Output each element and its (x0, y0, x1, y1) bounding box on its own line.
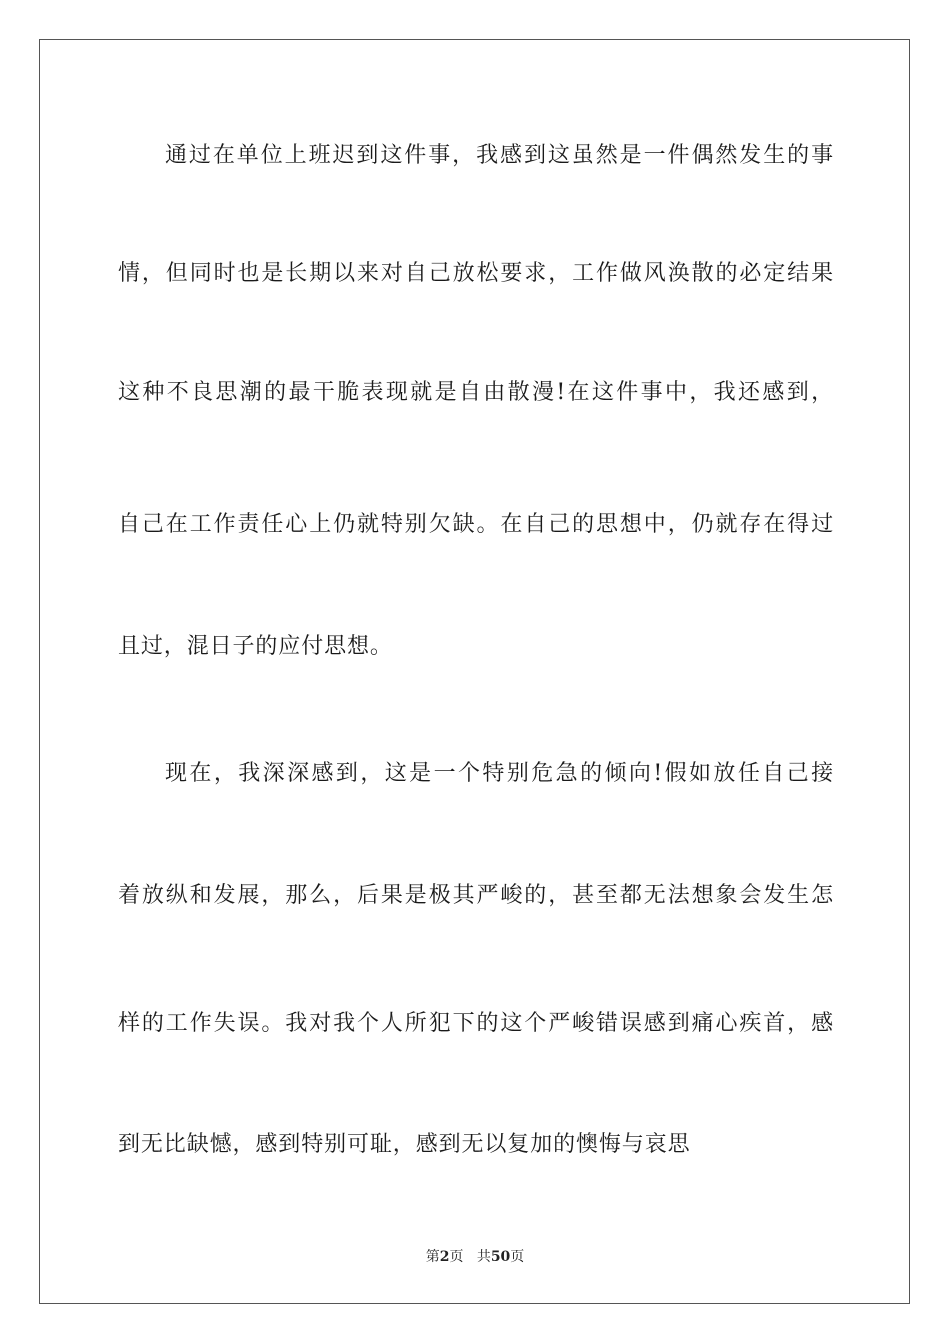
paragraph-1-line-5: 且过，混日子的应付思想。 (118, 634, 393, 659)
paragraph-1-line-1: 通过在单位上班迟到这件事，我感到这虽然是一件偶然发生的事 (165, 143, 834, 168)
page-border (39, 39, 910, 1304)
total-prefix: 共 (476, 1249, 491, 1265)
page-footer (0, 1248, 950, 1266)
page-number: 2 (439, 1249, 450, 1265)
paragraph-2-line-4: 到无比缺憾，感到特别可耻，感到无以复加的懊悔与哀思 (118, 1132, 691, 1157)
page-prefix: 第 (425, 1249, 440, 1265)
paragraph-1-line-4: 自己在工作责任心上仍就特别欠缺。在自己的思想中，仍就存在得过 (118, 512, 834, 537)
total-pages: 50 (490, 1249, 511, 1265)
page-suffix: 页 (449, 1249, 464, 1265)
paragraph-1-line-2: 情，但同时也是长期以来对自己放松要求，工作做风涣散的必定结果 (118, 261, 834, 286)
paragraph-2-line-2: 着放纵和发展，那么，后果是极其严峻的，甚至都无法想象会发生怎 (118, 883, 834, 908)
total-suffix: 页 (510, 1249, 525, 1265)
paragraph-1-line-3: 这种不良思潮的最干脆表现就是自由散漫!在这件事中，我还感到， (118, 380, 834, 405)
paragraph-2-line-1: 现在，我深深感到，这是一个特别危急的倾向!假如放任自己接 (165, 761, 834, 786)
paragraph-2-line-3: 样的工作失误。我对我个人所犯下的这个严峻错误感到痛心疾首，感 (118, 1011, 834, 1036)
